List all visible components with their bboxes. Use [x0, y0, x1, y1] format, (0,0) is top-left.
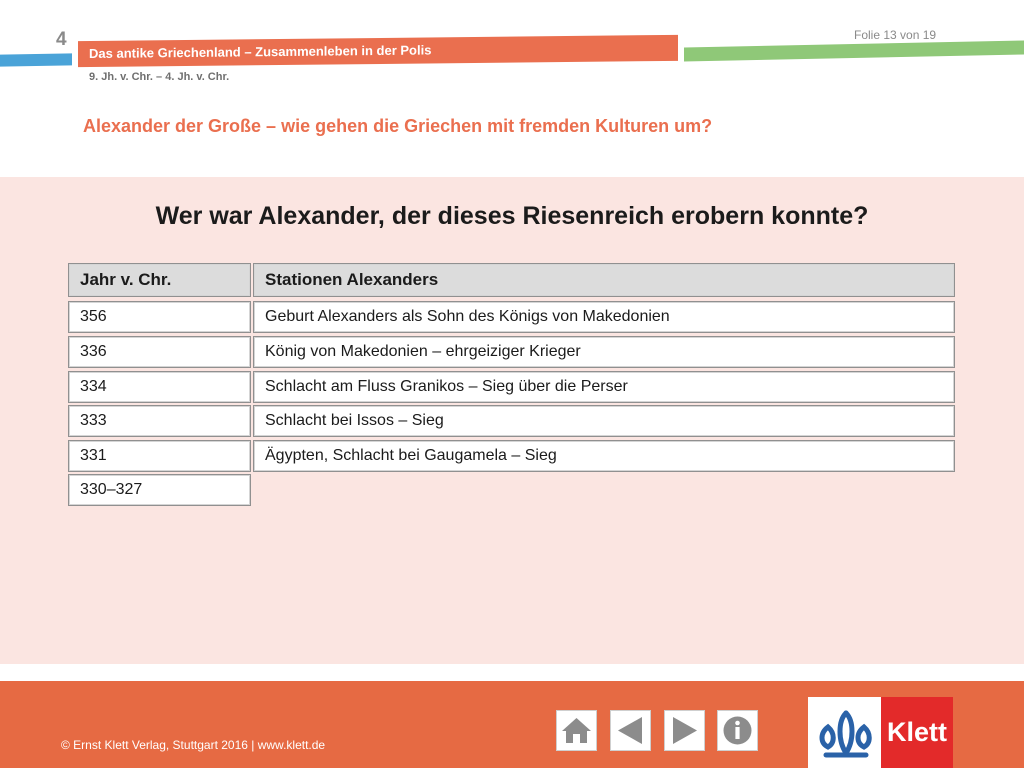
previous-button[interactable]: [610, 710, 651, 751]
green-stripe: [684, 40, 1024, 61]
topic-heading: Alexander der Große – wie gehen die Griechen mit fremden Kulturen um?: [83, 116, 713, 136]
table-cell-station: Schlacht am Fluss Granikos – Sieg über die Perser: [253, 371, 955, 403]
table-cell-station: Geburt Alexanders als Sohn des Königs von Makedonien: [253, 301, 955, 333]
table-cell-station: König von Makedonien – ehrgeiziger Krieger: [253, 336, 955, 368]
klett-emblem-icon: [808, 697, 881, 768]
previous-icon: [611, 711, 650, 750]
table-cell-year: 336: [68, 336, 251, 368]
next-button[interactable]: [664, 710, 705, 751]
main-question: Wer war Alexander, der dieses Riesenreich erobern konnte?: [155, 202, 869, 230]
home-icon: [557, 711, 596, 750]
chapter-title-band: Das antike Griechenland – Zusammenleben in der Polis: [78, 35, 678, 67]
table-cell-year: 331: [68, 440, 251, 472]
next-icon: [665, 711, 704, 750]
table-cell-station: Ägypten, Schlacht bei Gaugamela – Sieg: [253, 440, 955, 472]
content-area: [0, 177, 1024, 664]
info-button[interactable]: [717, 710, 758, 751]
table-cell-year: 334: [68, 371, 251, 403]
era-label: 9. Jh. v. Chr. – 4. Jh. v. Chr.: [89, 71, 230, 83]
klett-logo: [808, 697, 953, 768]
klett-logo-mark: [808, 697, 881, 768]
chapter-number: 4: [56, 29, 67, 50]
copyright-text: © Ernst Klett Verlag, Stuttgart 2016 | www.klett.de: [61, 738, 326, 752]
table-cell-year: 330–327: [68, 474, 251, 506]
info-icon: [718, 711, 757, 750]
table-header-stations: Stationen Alexanders: [253, 263, 955, 297]
footer-bar: [0, 681, 1024, 768]
table-cell-year: 356: [68, 301, 251, 333]
home-button[interactable]: [556, 710, 597, 751]
klett-logo-text: Klett: [881, 697, 953, 768]
blue-stripe: [0, 53, 72, 66]
table-cell-year: 333: [68, 405, 251, 437]
slide-counter: Folie 13 von 19: [854, 28, 937, 42]
table-header-year: Jahr v. Chr.: [68, 263, 251, 297]
table-cell-station: Schlacht bei Issos – Sieg: [253, 405, 955, 437]
